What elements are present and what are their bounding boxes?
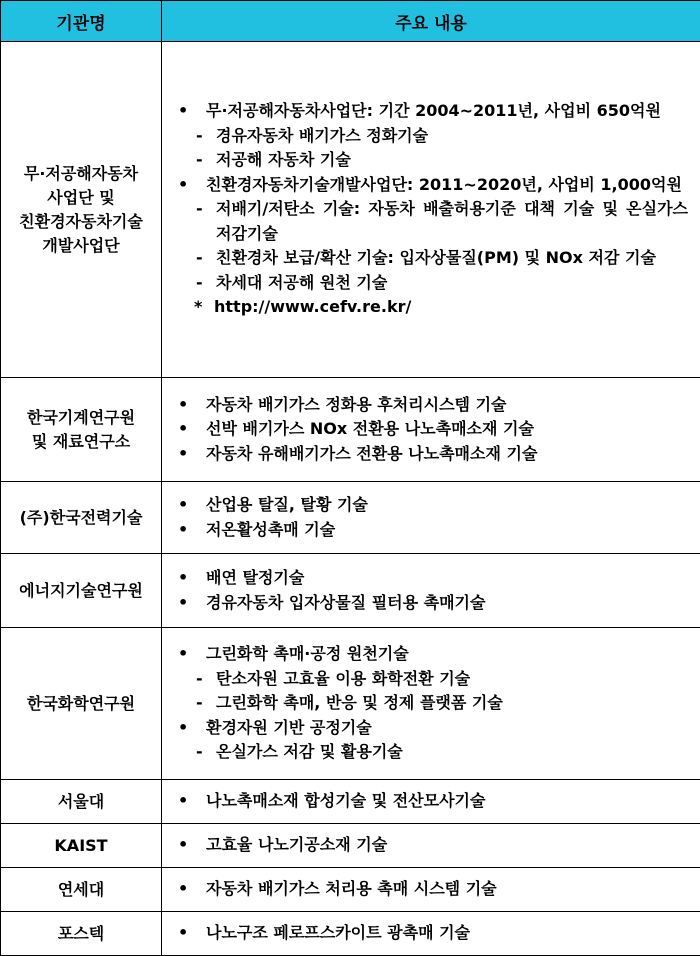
- main-content-cell: [162, 824, 700, 868]
- institution-name: [1, 824, 162, 868]
- dash-marker: -: [172, 740, 216, 765]
- sub-item: [172, 740, 688, 765]
- table-row: [1, 824, 700, 868]
- institution-name-line: KAIST: [5, 834, 157, 858]
- bullet-marker: •: [172, 789, 206, 814]
- bullet-item: [172, 99, 688, 124]
- bullet-item: [172, 877, 688, 902]
- dash-marker: -: [172, 246, 216, 271]
- dash-marker: -: [172, 691, 216, 716]
- asterisk-marker: *: [172, 295, 214, 320]
- institution-name-line: 에너지기술연구원: [5, 579, 157, 603]
- institution-name-line: 및 재료연구소: [5, 430, 157, 454]
- table-row: [1, 42, 700, 378]
- bullet-marker: •: [172, 518, 206, 543]
- table-row: [1, 780, 700, 824]
- bullet-marker: •: [172, 716, 206, 741]
- item-text: 경유자동차 입자상물질 필터용 촉매기술: [206, 591, 688, 616]
- bullet-item: [172, 518, 688, 543]
- table-row: [1, 868, 700, 912]
- bullet-marker: •: [172, 591, 206, 616]
- table-row: [1, 554, 700, 628]
- item-text: 경유자동차 배기가스 정화기술: [216, 124, 688, 149]
- header-row: [1, 1, 700, 42]
- item-text: 선박 배기가스 NOx 전환용 나노촉매소재 기술: [206, 417, 688, 442]
- sub-item: [172, 271, 688, 296]
- sub-item: [172, 197, 688, 246]
- bullet-item: [172, 921, 688, 946]
- sub-item: [172, 124, 688, 149]
- bullet-marker: •: [172, 493, 206, 518]
- item-text: 차세대 저공해 원천 기술: [216, 271, 688, 296]
- dash-marker: -: [172, 124, 216, 149]
- sub-item: [172, 246, 688, 271]
- sub-item: [172, 667, 688, 692]
- dash-marker: -: [172, 271, 216, 296]
- dash-marker: -: [172, 667, 216, 692]
- institution-name-line: 서울대: [5, 790, 157, 814]
- bullet-marker: •: [172, 642, 206, 667]
- bullet-item: [172, 833, 688, 858]
- dash-marker: -: [172, 197, 216, 246]
- institution-name: [1, 912, 162, 956]
- item-text: 친환경자동차기술개발사업단: 2011~2020년, 사업비 1,000억원: [206, 173, 688, 198]
- header-institution: 기관명: [1, 1, 162, 42]
- item-text: 자동차 배기가스 정화용 후처리시스템 기술: [206, 393, 688, 418]
- institution-name: [1, 554, 162, 628]
- item-text: 그린화학 촉매, 반응 및 정제 플랫폼 기술: [216, 691, 688, 716]
- bullet-item: [172, 442, 688, 467]
- bullet-item: [172, 393, 688, 418]
- main-content-cell: [162, 554, 700, 628]
- bullet-marker: •: [172, 566, 206, 591]
- institution-name: [1, 378, 162, 482]
- bullet-marker: •: [172, 393, 206, 418]
- main-content-cell: [162, 912, 700, 956]
- main-content-cell: [162, 378, 700, 482]
- institution-name-line: 무·저공해자동차: [5, 162, 157, 186]
- bullet-marker: •: [172, 99, 206, 124]
- bullet-item: [172, 789, 688, 814]
- bullet-marker: •: [172, 442, 206, 467]
- item-text: 탄소자원 고효율 이용 화학전환 기술: [216, 667, 688, 692]
- institution-name: [1, 868, 162, 912]
- institution-name-line: 사업단 및: [5, 186, 157, 210]
- table-row: [1, 628, 700, 780]
- bullet-item: [172, 591, 688, 616]
- item-text: 온실가스 저감 및 활용기술: [216, 740, 688, 765]
- bullet-item: [172, 173, 688, 198]
- item-text: 나노구조 페로프스카이트 광촉매 기술: [206, 921, 688, 946]
- item-text: 환경자원 기반 공정기술: [206, 716, 688, 741]
- main-content-cell: [162, 482, 700, 554]
- item-text: 무·저공해자동차사업단: 기간 2004~2011년, 사업비 650억원: [206, 99, 688, 124]
- bullet-item: [172, 642, 688, 667]
- bullet-item: [172, 417, 688, 442]
- bullet-item: [172, 566, 688, 591]
- item-text: 고효율 나노기공소재 기술: [206, 833, 688, 858]
- sub-item: [172, 148, 688, 173]
- item-text: 그린화학 촉매·공정 원천기술: [206, 642, 688, 667]
- institution-name-line: 포스텍: [5, 922, 157, 946]
- item-text: 배연 탈정기술: [206, 566, 688, 591]
- bullet-item: [172, 716, 688, 741]
- bullet-item: [172, 493, 688, 518]
- table-body: [1, 42, 700, 956]
- item-text: 자동차 유해배기가스 전환용 나노촉매소재 기술: [206, 442, 688, 467]
- item-text: 나노촉매소재 합성기술 및 전산모사기술: [206, 789, 688, 814]
- institution-name-line: 한국화학연구원: [5, 692, 157, 716]
- item-text: 저배기/저탄소 기술: 자동차 배출허용기준 대책 기술 및 온실가스 저감기술: [216, 197, 688, 246]
- item-text: 자동차 배기가스 처리용 촉매 시스템 기술: [206, 877, 688, 902]
- main-content-cell: [162, 628, 700, 780]
- item-text: 산업용 탈질, 탈황 기술: [206, 493, 688, 518]
- bullet-marker: •: [172, 417, 206, 442]
- institution-name-line: 한국기계연구원: [5, 406, 157, 430]
- institution-name-line: (주)한국전력기술: [5, 506, 157, 530]
- header-main-content: 주요 내용: [162, 1, 700, 42]
- bullet-marker: •: [172, 877, 206, 902]
- item-text: 저온활성촉매 기술: [206, 518, 688, 543]
- bullet-marker: •: [172, 921, 206, 946]
- institution-name: [1, 628, 162, 780]
- table-row: [1, 482, 700, 554]
- institution-name-line: 친환경자동차기술: [5, 210, 157, 234]
- item-text: http://www.cefv.re.kr/: [214, 295, 688, 320]
- institution-name: [1, 482, 162, 554]
- institution-name-line: 개발사업단: [5, 234, 157, 258]
- sub-item: [172, 691, 688, 716]
- table-row: [1, 912, 700, 956]
- bullet-marker: •: [172, 173, 206, 198]
- institution-name: [1, 780, 162, 824]
- main-content-cell: [162, 868, 700, 912]
- bullet-marker: •: [172, 833, 206, 858]
- item-text: 저공해 자동차 기술: [216, 148, 688, 173]
- main-content-cell: [162, 42, 700, 378]
- note-item: [172, 295, 688, 320]
- dash-marker: -: [172, 148, 216, 173]
- table-row: [1, 378, 700, 482]
- institution-name: [1, 42, 162, 378]
- main-content-cell: [162, 780, 700, 824]
- item-text: 친환경차 보급/확산 기술: 입자상물질(PM) 및 NOx 저감 기술: [216, 246, 688, 271]
- institution-name-line: 연세대: [5, 878, 157, 902]
